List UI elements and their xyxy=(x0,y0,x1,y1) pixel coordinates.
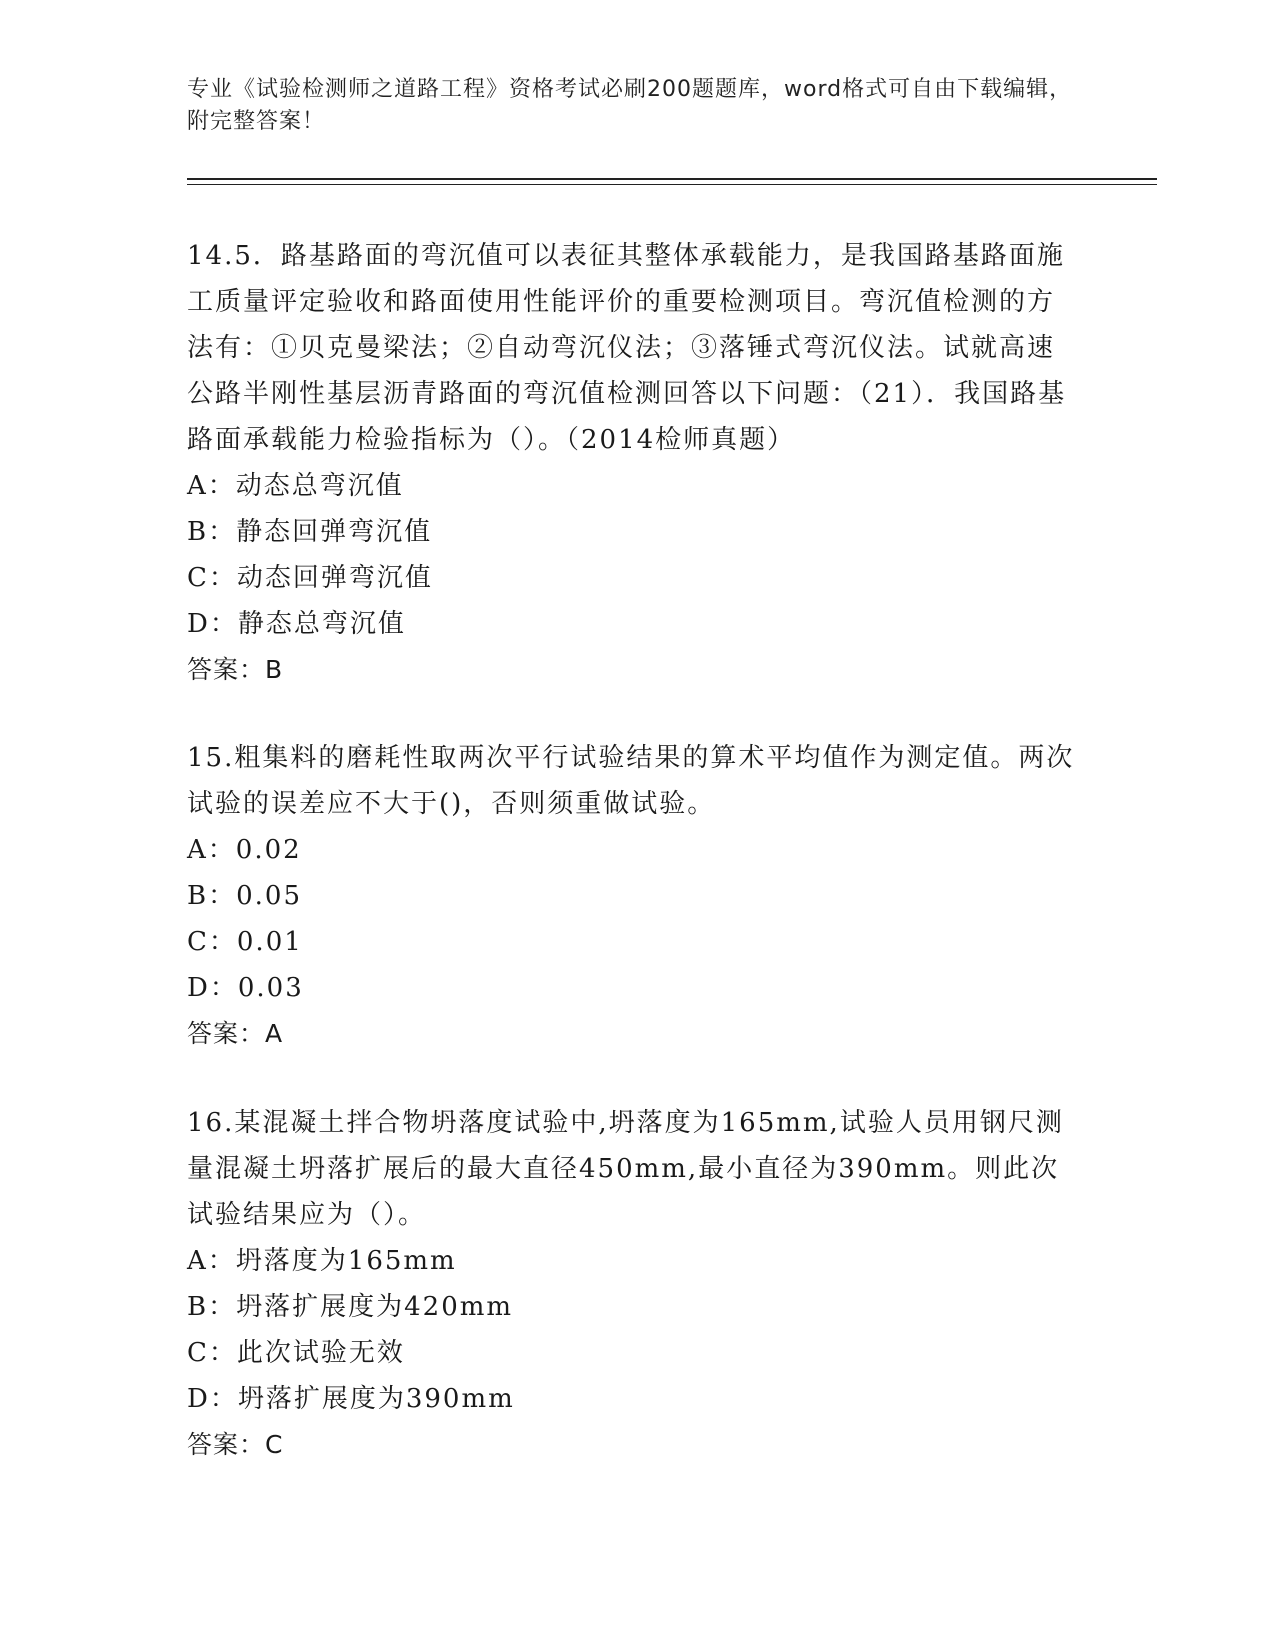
question-14 xyxy=(187,233,1077,693)
option-a: A：坍落度为165mm xyxy=(187,1246,457,1276)
question-stem: 14.5．路基路面的弯沉值可以表征其整体承载能力，是我国路基路面施工质量评定验收和路面使用性能评价的重要检测项目。弯沉值检测的方法有：①贝克曼梁法；②自动弯沉仪法；③落锤式弯沉仪法。试就高速公路半刚性基层沥青路面的弯沉值检测回答以下问题：（21）．我国路基路面承载能力检验指标为（）。（2014检师真题） xyxy=(187,241,1067,455)
option-b: B：坍落扩展度为420mm xyxy=(187,1292,514,1322)
option-d: D：静态总弯沉值 xyxy=(187,609,406,639)
option-c: C：此次试验无效 xyxy=(187,1338,405,1368)
answer: 答案：C xyxy=(187,1430,284,1459)
option-a: A：动态总弯沉值 xyxy=(187,471,404,501)
answer: 答案：A xyxy=(187,1019,284,1048)
question-stem: 16.某混凝土拌合物坍落度试验中,坍落度为165mm,试验人员用钢尺测量混凝土坍落扩展后的最大直径450mm,最小直径为390mm。则此次试验结果应为（）。 xyxy=(187,1108,1064,1230)
option-c: C：0.01 xyxy=(187,927,303,957)
question-16 xyxy=(187,1100,1077,1468)
question-15 xyxy=(187,735,1077,1057)
document-header: 专业《试验检测师之道路工程》资格考试必刷200题题库，word格式可自由下载编辑，附完整答案！ xyxy=(187,77,1073,134)
option-b: B：0.05 xyxy=(187,881,302,911)
answer: 答案：B xyxy=(187,655,284,684)
option-d: D：0.03 xyxy=(187,973,304,1003)
option-a: A：0.02 xyxy=(187,835,302,865)
option-d: D：坍落扩展度为390mm xyxy=(187,1384,515,1414)
header-divider xyxy=(187,178,1157,180)
question-stem: 15.粗集料的磨耗性取两次平行试验结果的算术平均值作为测定值。两次试验的误差应不大于()，否则须重做试验。 xyxy=(187,743,1075,819)
header-divider-secondary xyxy=(187,184,1157,185)
option-c: C：动态回弹弯沉值 xyxy=(187,563,433,593)
option-b: B：静态回弹弯沉值 xyxy=(187,517,433,547)
